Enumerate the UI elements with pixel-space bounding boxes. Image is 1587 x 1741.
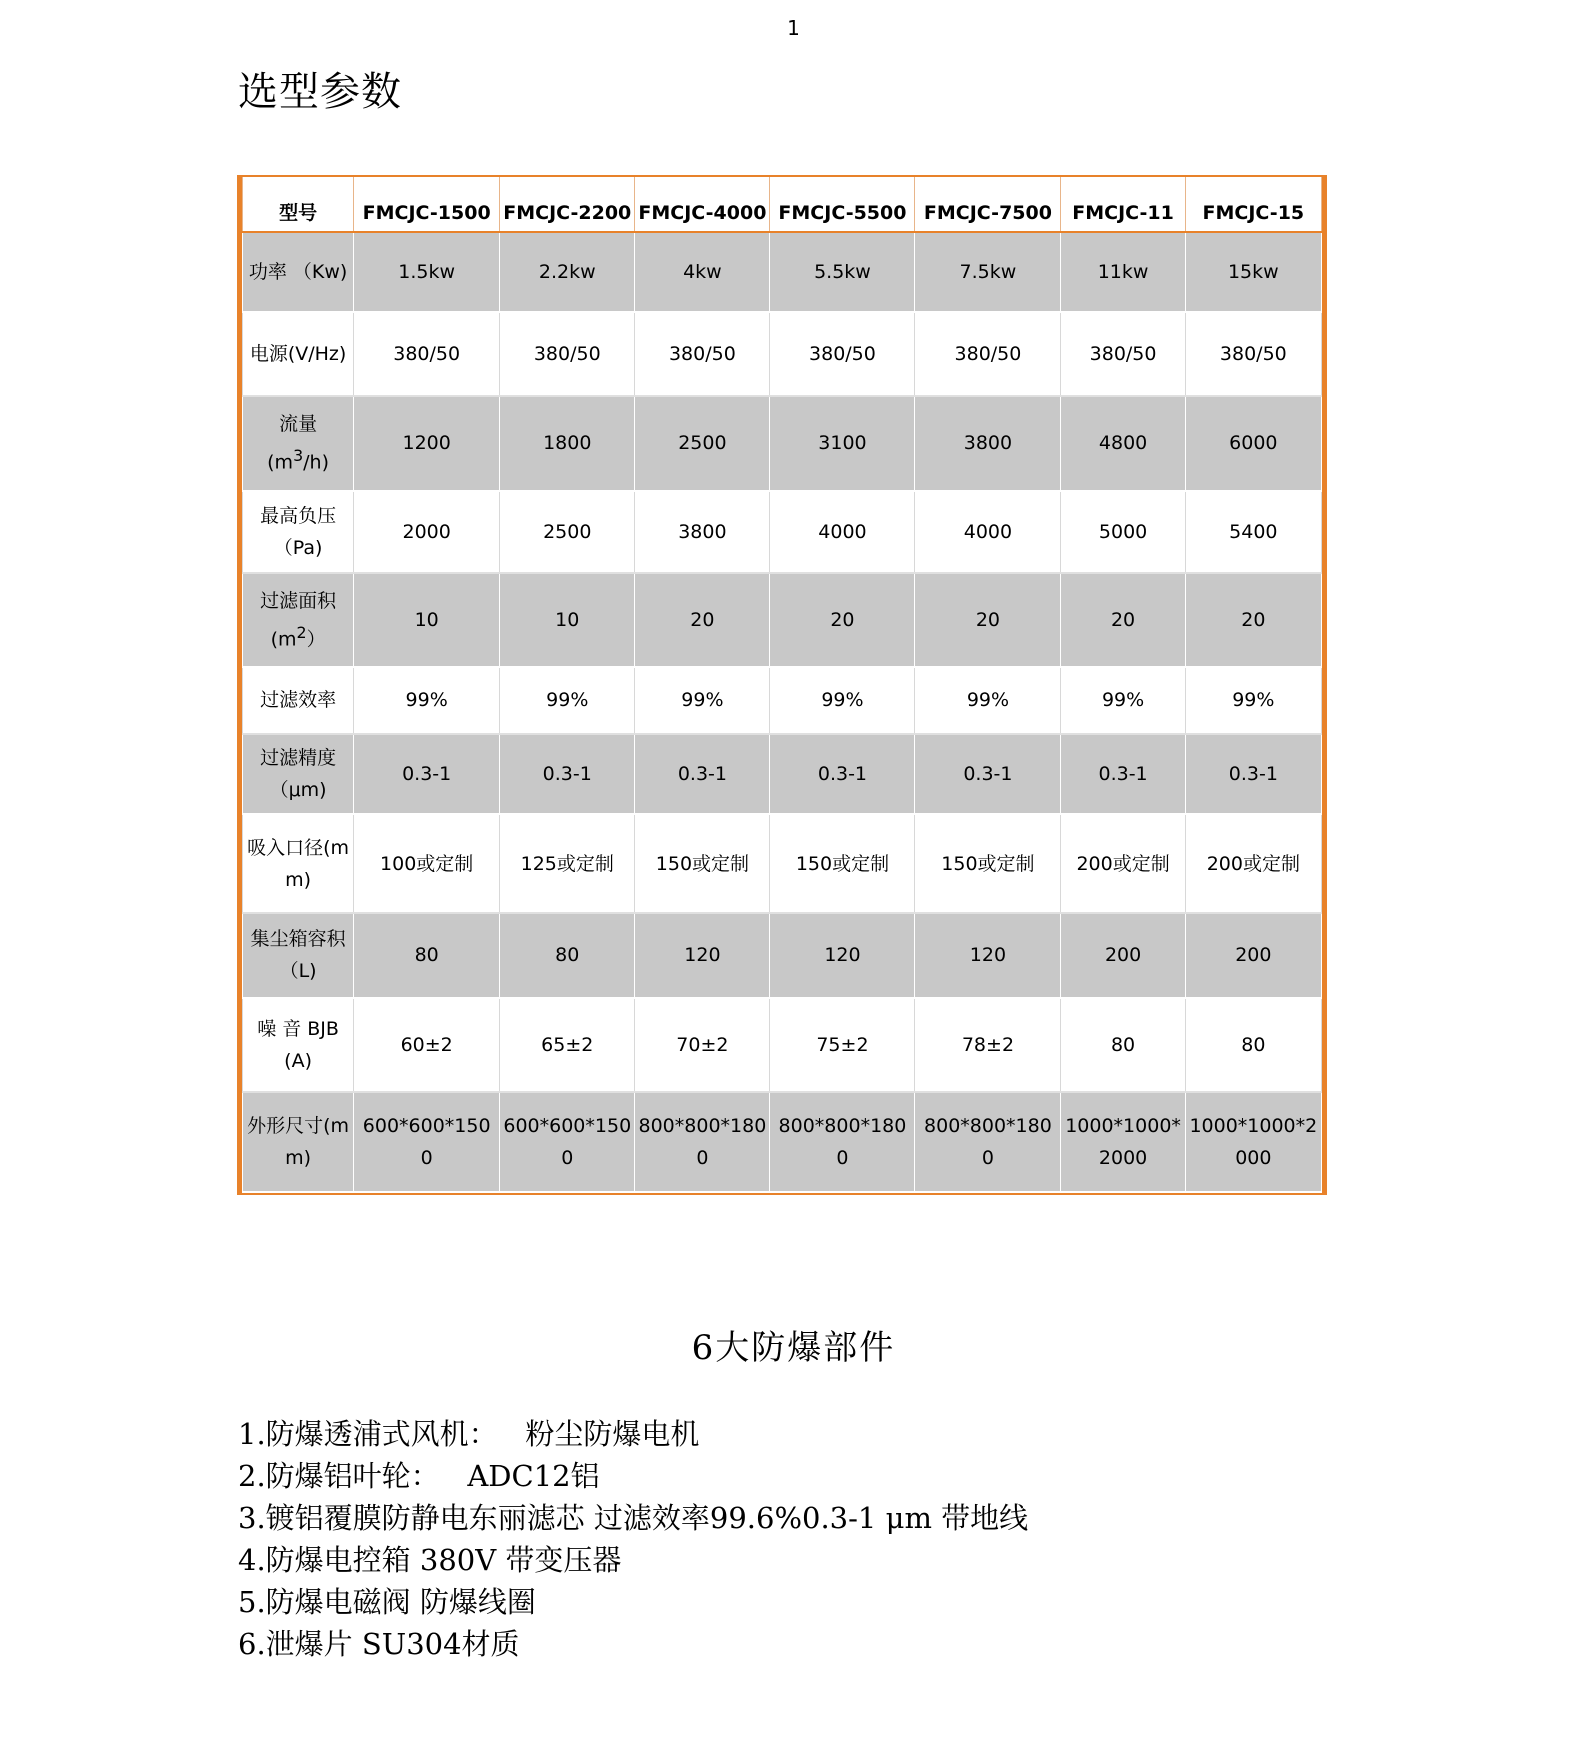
row-max-pressure [243,491,1322,573]
cell: 3800 [915,396,1061,490]
cell: 99% [500,667,635,734]
header-model: FMCJC-15 [1185,176,1321,232]
row-label [243,396,354,490]
cell: 99% [1185,667,1321,734]
cell: 5.5kw [770,232,915,312]
cell: 80 [500,913,635,997]
cell: 100或定制 [354,814,500,913]
cell: 60±2 [354,998,500,1092]
cell: 150或定制 [770,814,915,913]
page-number: 1 [787,16,800,40]
row-label: 集尘箱容积 （L) [243,913,354,997]
cell: 200 [1061,913,1185,997]
cell: 0.3-1 [915,734,1061,814]
cell: 2500 [500,491,635,573]
row-label: 过滤效率 [243,667,354,734]
cell: 800*800*1800 [635,1092,770,1192]
cell: 800*800*1800 [770,1092,915,1192]
row-label: 最高负压（Pa) [243,491,354,573]
row-label-main: 过滤面积 [260,589,337,612]
header-model: FMCJC-7500 [915,176,1061,232]
cell: 5000 [1061,491,1185,573]
cell: 600*600*1500 [354,1092,500,1192]
header-model: FMCJC-4000 [635,176,770,232]
parts-list [238,1413,1028,1665]
row-power-supply [243,312,1322,396]
header-model: FMCJC-11 [1061,176,1185,232]
header-model: FMCJC-1500 [354,176,500,232]
header-model: FMCJC-5500 [770,176,915,232]
row-dust-bin-volume [243,913,1322,997]
header-label: 型号 [243,176,354,232]
list-item: 4.防爆电控箱 380V 带变压器 [238,1543,622,1577]
row-label [243,573,354,667]
list-item: 5.防爆电磁阀 防爆线圈 [238,1585,536,1619]
row-flow [243,396,1322,490]
row-noise [243,998,1322,1092]
cell: 80 [1185,998,1321,1092]
cell: 120 [915,913,1061,997]
cell: 380/50 [915,312,1061,396]
list-item: 6.泄爆片 SU304材质 [238,1627,520,1661]
row-label-unit-sup: 3 [293,446,304,466]
cell: 80 [354,913,500,997]
list-item: 2.防爆铝叶轮： ADC12铝 [238,1459,600,1493]
row-power [243,232,1322,312]
cell: 150或定制 [635,814,770,913]
header-model: FMCJC-2200 [500,176,635,232]
list-item: 1.防爆透浦式风机： 粉尘防爆电机 [238,1417,700,1451]
cell: 380/50 [500,312,635,396]
cell: 5400 [1185,491,1321,573]
row-label-unit-post: /h) [303,451,329,474]
cell: 7.5kw [915,232,1061,312]
cell: 20 [1185,573,1321,667]
row-label: 功率 （Kw) [243,232,354,312]
cell: 4800 [1061,396,1185,490]
cell: 10 [354,573,500,667]
cell: 4000 [915,491,1061,573]
cell: 65±2 [500,998,635,1092]
row-label: 电源(V/Hz) [243,312,354,396]
cell: 3100 [770,396,915,490]
row-label: 噪 音 BJB (A) [243,998,354,1092]
cell: 99% [354,667,500,734]
cell: 99% [1061,667,1185,734]
cell: 99% [770,667,915,734]
row-label: 过滤精度（μm) [243,734,354,814]
row-label-unit-sup: 2 [296,622,307,642]
cell: 20 [770,573,915,667]
cell: 1800 [500,396,635,490]
cell: 75±2 [770,998,915,1092]
cell: 2500 [635,396,770,490]
row-filter-efficiency [243,667,1322,734]
row-label: 外形尺寸(mm) [243,1092,354,1192]
cell: 99% [915,667,1061,734]
cell: 11kw [1061,232,1185,312]
cell: 10 [500,573,635,667]
cell: 3800 [635,491,770,573]
cell: 800*800*1800 [915,1092,1061,1192]
spec-table-frame [237,175,1327,1195]
cell: 20 [915,573,1061,667]
cell: 380/50 [354,312,500,396]
cell: 200或定制 [1061,814,1185,913]
cell: 20 [635,573,770,667]
cell: 4kw [635,232,770,312]
cell: 0.3-1 [354,734,500,814]
cell: 380/50 [1185,312,1321,396]
row-dimensions [243,1092,1322,1192]
cell: 2000 [354,491,500,573]
cell: 99% [635,667,770,734]
page-title: 选型参数 [238,69,402,115]
cell: 1000*1000*2000 [1061,1092,1185,1192]
header-row [243,176,1322,232]
cell: 0.3-1 [635,734,770,814]
cell: 80 [1061,998,1185,1092]
cell: 1.5kw [354,232,500,312]
cell: 4000 [770,491,915,573]
list-item: 3.镀铝覆膜防静电东丽滤芯 过滤效率99.6%0.3-1 μm 带地线 [238,1501,1029,1535]
cell: 380/50 [1061,312,1185,396]
cell: 0.3-1 [500,734,635,814]
cell: 78±2 [915,998,1061,1092]
row-label-unit-pre: (m [270,627,297,650]
cell: 125或定制 [500,814,635,913]
row-inlet-diameter [243,814,1322,913]
spec-table [242,175,1322,1193]
row-filter-area [243,573,1322,667]
cell: 15kw [1185,232,1321,312]
cell: 120 [770,913,915,997]
cell: 0.3-1 [1061,734,1185,814]
cell: 150或定制 [915,814,1061,913]
row-filter-precision [243,734,1322,814]
cell: 380/50 [770,312,915,396]
cell: 200或定制 [1185,814,1321,913]
row-label-main: 流量 [279,413,318,436]
cell: 1000*1000*2000 [1185,1092,1321,1192]
cell: 380/50 [635,312,770,396]
cell: 2.2kw [500,232,635,312]
cell: 1200 [354,396,500,490]
cell: 0.3-1 [770,734,915,814]
row-label-unit-post: ） [306,627,326,650]
row-label: 吸入口径(mm) [243,814,354,913]
section-title: 6大防爆部件 [691,1328,896,1368]
cell: 200 [1185,913,1321,997]
cell: 600*600*1500 [500,1092,635,1192]
cell: 120 [635,913,770,997]
row-label-unit-pre: (m [267,451,294,474]
cell: 0.3-1 [1185,734,1321,814]
cell: 70±2 [635,998,770,1092]
cell: 20 [1061,573,1185,667]
cell: 6000 [1185,396,1321,490]
